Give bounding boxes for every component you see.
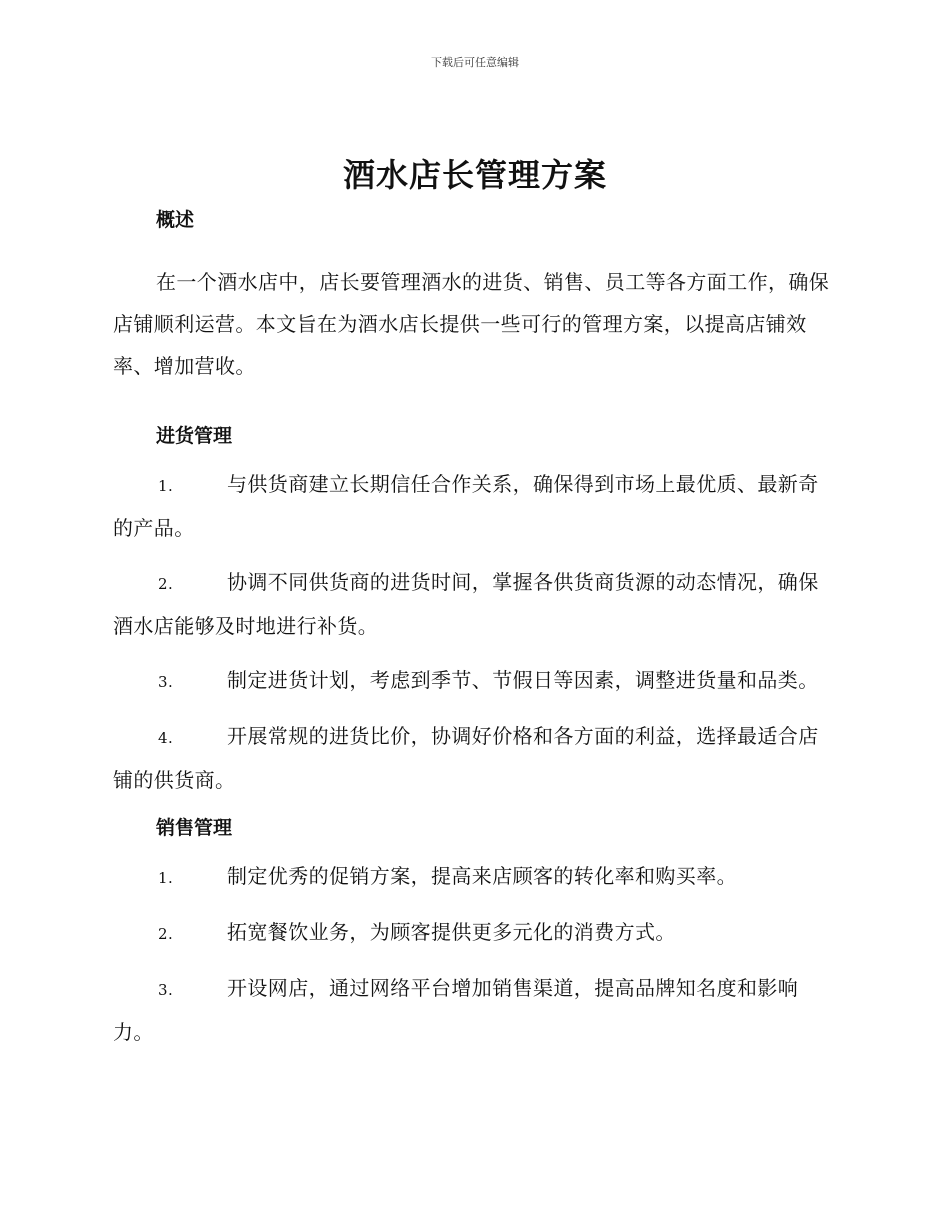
list-item <box>113 463 838 549</box>
section-heading-purchasing: 进货管理 <box>156 425 233 447</box>
list-number: 2. <box>158 575 174 593</box>
list-number: 2. <box>158 925 174 943</box>
list-item-text: 制定进货计划，考虑到季节、节假日等因素，调整进货量和品类。 <box>227 668 819 692</box>
list-item <box>113 855 838 899</box>
list-number: 3. <box>158 673 174 691</box>
sales-list <box>113 855 838 1053</box>
list-item-text: 协调不同供货商的进货时间，掌握各供货商货源的动态情况，确保酒水店能够及时地进行补货。 <box>113 570 819 638</box>
list-item <box>113 911 838 955</box>
list-number: 1. <box>158 477 174 495</box>
list-item-text: 开设网店，通过网络平台增加销售渠道，提高品牌知名度和影响力。 <box>113 976 799 1044</box>
list-number: 3. <box>158 981 174 999</box>
purchasing-list <box>113 463 838 801</box>
list-item-text: 制定优秀的促销方案，提高来店顾客的转化率和购买率。 <box>227 864 737 888</box>
list-item-text: 与供货商建立长期信任合作关系，确保得到市场上最优质、最新奇的产品。 <box>113 472 819 540</box>
list-item <box>113 561 838 647</box>
document-body <box>113 205 838 1053</box>
list-item-text: 开展常规的进货比价，协调好价格和各方面的利益，选择最适合店铺的供货商。 <box>113 724 819 792</box>
overview-paragraph: 在一个酒水店中，店长要管理酒水的进货、销售、员工等各方面工作，确保店铺顺利运营。本文旨在为酒水店长提供一些可行的管理方案，以提高店铺效率、增加营收。 <box>113 270 830 378</box>
section-heading-overview: 概述 <box>156 209 195 231</box>
list-item-text: 拓宽餐饮业务，为顾客提供更多元化的消费方式。 <box>227 920 676 944</box>
list-item <box>113 715 838 801</box>
section-heading-sales: 销售管理 <box>156 817 233 839</box>
list-number: 4. <box>158 729 174 747</box>
list-item <box>113 967 838 1053</box>
list-number: 1. <box>158 869 174 887</box>
list-item <box>113 659 838 703</box>
page-header-note: 下载后可任意编辑 <box>431 56 519 69</box>
document-title: 酒水店长管理方案 <box>342 156 607 194</box>
